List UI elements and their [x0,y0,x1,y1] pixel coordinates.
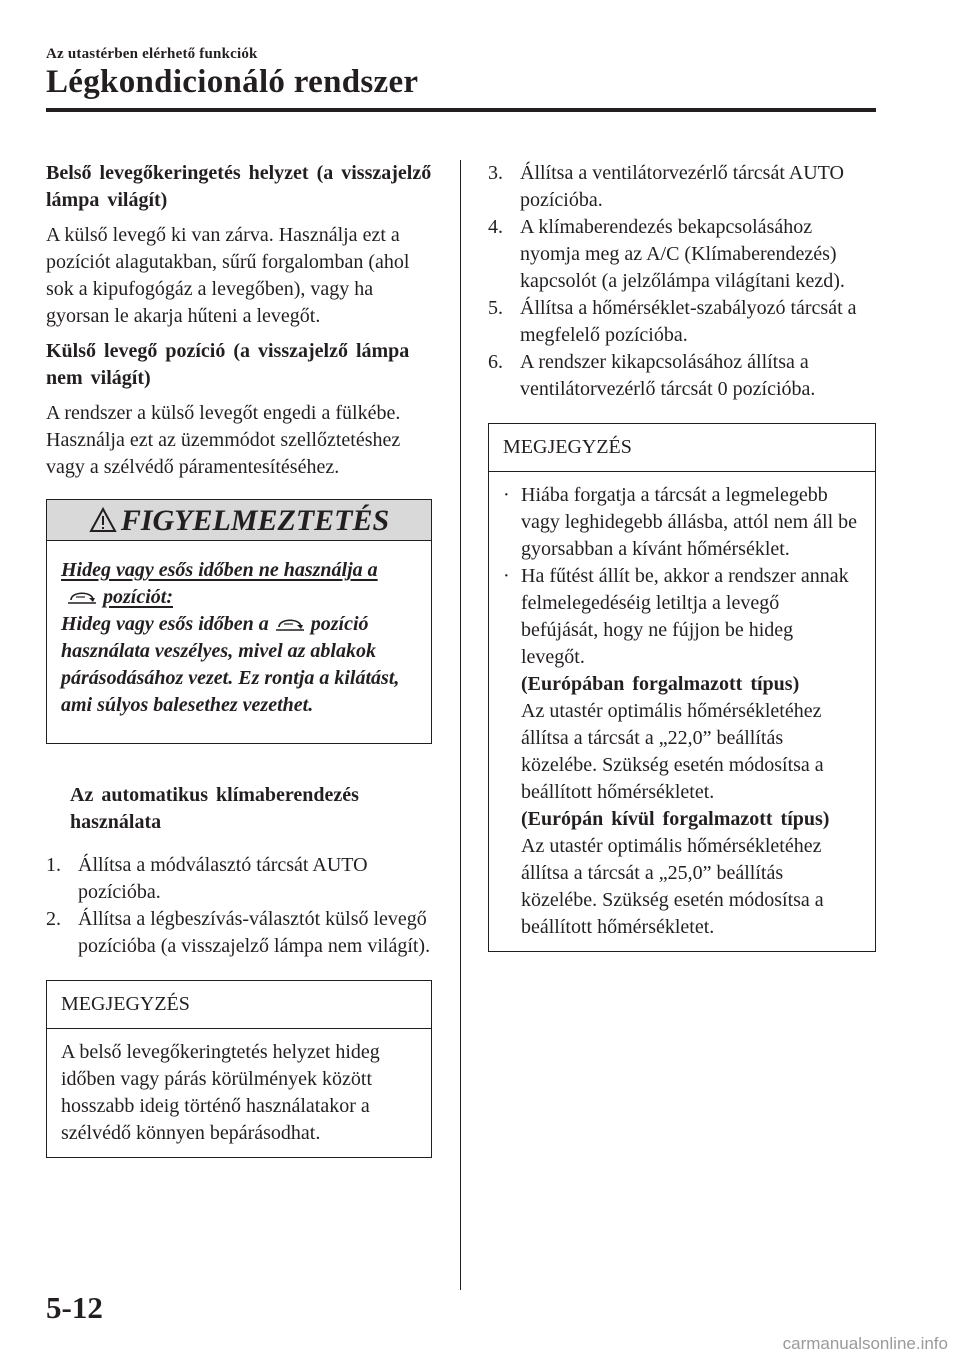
warning-title [61,557,417,611]
bullet-icon: · [503,565,510,587]
warning-title-end: pozíciót: [103,586,173,608]
note-body [489,472,875,951]
right-column [488,160,876,952]
warning-text-start: Hideg vagy esős időben a [61,613,269,635]
warning-label: FIGYELMEZTETÉS [120,503,390,537]
note-label: MEGJEGYZÉS [489,424,875,472]
note-box-right [488,423,876,952]
step-item: 2. Állítsa a légbeszívás-választót külső levegő pozícióba (a visszajelző lámpa nem világít). [46,908,431,957]
right-steps [488,160,876,403]
step-item: 1. Állítsa a módválasztó tárcsát AUTO pozícióba. [46,854,368,903]
section-subtitle: Az utastérben elérhető funkciók [46,46,258,62]
outer-air-text: A rendszer a külső levegőt engedi a fülkébe. Használja ezt az üzemmódot szellőztetéshez vagy a szélvédő páramentesítéséhez. [46,402,401,478]
warning-box [46,499,432,744]
warning-header [47,500,431,541]
warning-body [47,541,431,743]
note-box-left [46,980,432,1158]
air-recirculation-icon [273,615,307,633]
warning-text-end: pozíció használata veszélyes, mivel az ablakok párásodásához vezet. Ez rontja a kilátást, ami súlyos balesethez vezethet. [61,613,400,716]
page-title: Légkondicionáló rendszer [46,64,419,100]
warning-triangle-icon [89,507,117,533]
list-item: · Ha fűtést állít be, akkor a rendszer annak felmelegedéséig letiltja a levegő befújását, hogy ne fújjon be hideg levegőt. (Európában forgalmazott típus) Az utastér optimális hőmérsékletéhez állítsa a tárcsát a „22,0” beállítás közelébe. Szükség esetén módosítsa a beállított hőmérsékletet. (Európán kívül forgalmazott típus) Az utastér optimális hőmérsékletéhez állítsa a tárcsát a „25,0” beállítás közelébe. Szükség esetén módosítsa a beállított hőmérsékletet. [503,563,861,941]
eu-heading: (Európában forgalmazott típus) [521,673,800,695]
auto-ac-section-title: Az automatikus klímaberendezés használata [70,784,359,833]
left-column [46,160,432,1158]
outer-air-heading: Külső levegő pozíció (a visszajelző lámpa nem világít) [46,340,410,389]
note-label: MEGJEGYZÉS [47,981,431,1029]
step-item: 4. A klímaberendezés bekapcsolásához nyomja meg az A/C (Klímaberendezés) kapcsolót (a jelzőlámpa világítani kezd). [488,216,845,292]
warning-title-start: Hideg vagy esős időben ne használja a [61,559,378,581]
note-text: A belső levegőkeringtetés helyzet hideg időben vagy párás körülmények között hosszabb ideig történő használatakor a szélvédő könnyen bepárásodhat. [61,1041,380,1144]
air-recirculation-icon [65,588,99,606]
inner-air-text: A külső levegő ki van zárva. Használja ezt a pozíciót alagutakban, sűrű forgalomban (ahol sok a kipufogógáz a levegőben), vagy ha gyorsan le akarja hűteni a levegőt. [46,224,410,327]
header-rule [46,108,876,112]
non-eu-text: Az utastér optimális hőmérsékletéhez állítsa a tárcsát a „25,0” beállítás közelébe. Szükség esetén módosítsa a beállított hőmérsékletet. [521,835,824,938]
left-steps [46,852,432,960]
step-item: 5. Állítsa a hőmérséklet-szabályozó tárcsát a megfelelő pozícióba. [488,297,857,346]
page-number: 5-12 [46,1290,103,1325]
inner-air-heading: Belső levegőkeringetés helyzet (a visszajelző lámpa világít) [46,162,432,211]
warning-text [61,611,417,719]
bullet-icon: · [503,484,510,506]
non-eu-heading: (Európán kívül forgalmazott típus) [521,808,830,830]
eu-text: Az utastér optimális hőmérsékletéhez állítsa a tárcsát a „22,0” beállítás közelébe. Szükség esetén módosítsa a beállított hőmérsékletet. [521,700,824,803]
step-item: 6. A rendszer kikapcsolásához állítsa a ventilátorvezérlő tárcsát 0 pozícióba. [488,351,816,400]
step-item: 3. Állítsa a ventilátorvezérlő tárcsát AUTO pozícióba. [488,162,844,211]
list-item: · Hiába forgatja a tárcsát a legmelegebb vagy leghidegebb állásba, attól nem áll be gyorsabban a kívánt hőmérséklet. [503,482,861,563]
column-divider [460,160,461,1290]
note-bullets [503,482,861,941]
watermark: carmanualsonline.info [782,1334,948,1353]
